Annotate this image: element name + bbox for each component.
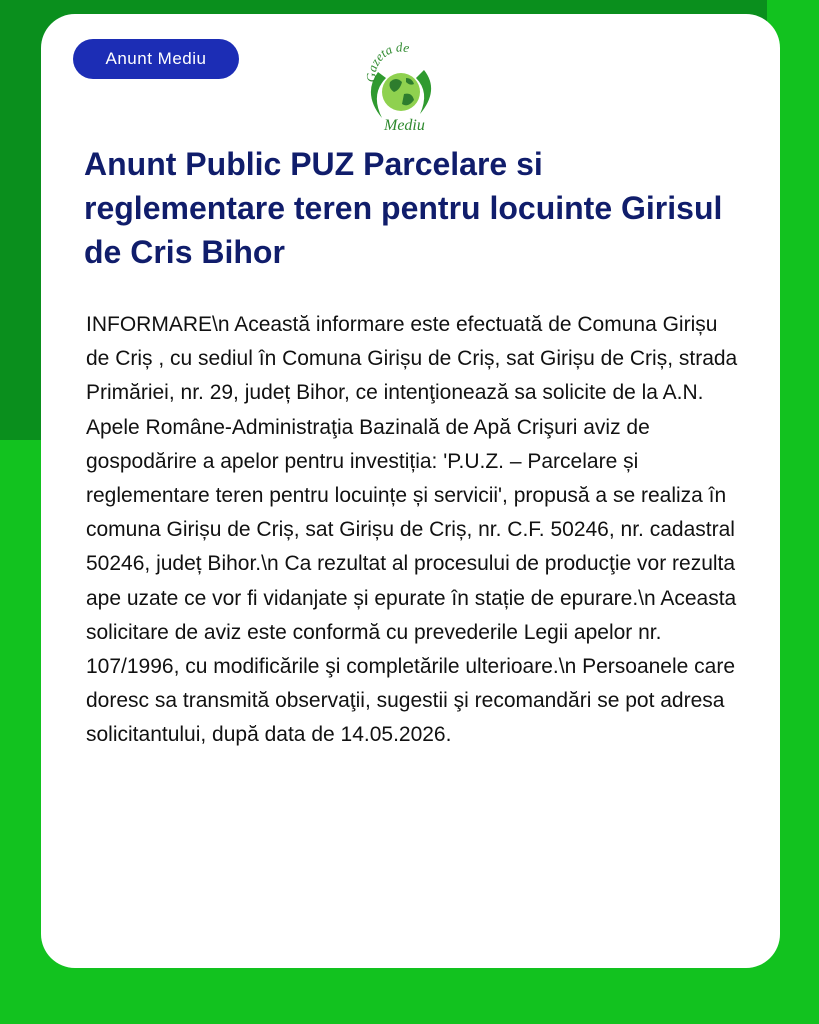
logo-top-text: Gazeta de	[363, 42, 411, 83]
category-badge[interactable]: Anunt Mediu	[73, 39, 239, 79]
article-title: Anunt Public PUZ Parcelare si reglementare teren pentru locuinte Girisul de Cris Bihor	[84, 146, 723, 270]
logo-bottom-text: Mediu	[384, 117, 425, 132]
article-body: INFORMARE\n Această informare este efectuată de Comuna Girișu de Criș , cu sediul în Comuna Girișu de Criș, sat Girișu de Criș, strada Primăriei, nr. 29, județ Bihor, ce intenţionează sa solicite de la A.N. Apele Române-Administraţia Bazinală de Apă Crişuri aviz de gospodărire a apelor pentru investiția: 'P.U.Z. – Parcelare și reglementare teren pentru locuințe și servicii', propusă a se realiza în comuna Girișu de Criș, sat Girișu de Criș, nr. C.F. 50246, nr. cadastral 50246, județ Bihor.\n Ca rezultat al procesului de producţie vor rezulta ape uzate ce vor fi vidanjate și epurate în stație de epurare.\n Aceasta solicitare de aviz este conformă cu prevederile Legii apelor nr. 107/1996, cu modificările şi completările ulterioare.\n Persoanele care doresc sa transmită observaţii, sugestii şi recomandări se pot adresa solicitantului, după data de 14.05.2026.	[86, 313, 738, 747]
gazeta-de-mediu-logo	[356, 42, 446, 132]
announcement-card	[41, 14, 780, 968]
